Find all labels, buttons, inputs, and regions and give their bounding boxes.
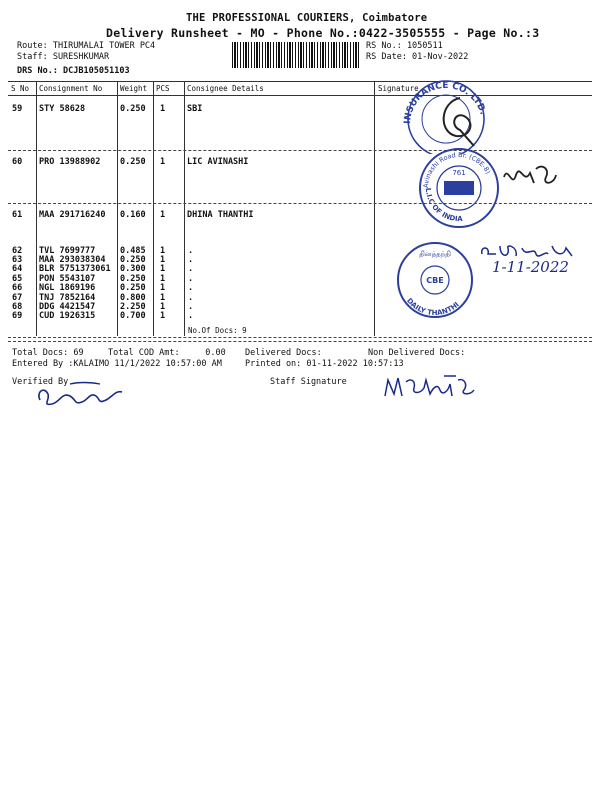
column-divider — [374, 81, 375, 336]
row-consignee: . — [188, 311, 194, 321]
row-consignment: MAA 293038304 — [39, 255, 106, 265]
row-weight: 0.700 — [120, 311, 146, 321]
insurance-signature — [430, 92, 490, 152]
total-cod: Total COD Amt: 0.00 — [108, 348, 226, 358]
row-weight: 2.250 — [120, 302, 146, 312]
row-sno: 66 — [12, 283, 23, 293]
column-header-consignee: Consignee Details — [187, 84, 264, 93]
row-sno: 64 — [12, 264, 23, 274]
row-consignee: LIC AVINASHI — [187, 157, 249, 167]
row-weight: 0.800 — [120, 293, 146, 303]
row-pcs: 1 — [160, 104, 166, 114]
column-header-consignment: Consignment No — [39, 84, 103, 93]
row-pcs: 1 — [160, 157, 166, 167]
row-consignment: CUD 1926315 — [39, 311, 96, 321]
row-weight: 0.250 — [120, 255, 146, 265]
table-header-border — [8, 95, 592, 96]
row-pcs: 1 — [160, 311, 166, 321]
row-consignee: . — [188, 246, 194, 256]
row-pcs: 1 — [160, 255, 166, 265]
row-sno: 68 — [12, 302, 23, 312]
insurance-stamp-text: INSURANCE CO. LTD. — [402, 80, 488, 125]
row-consignee: . — [188, 283, 194, 293]
row-consignment: NGL 1869196 — [39, 283, 96, 293]
row-consignment: DDG 4421547 — [39, 302, 96, 312]
row-sno: 62 — [12, 246, 23, 256]
thanthi-stamp — [392, 240, 478, 320]
thanthi-stamp-text: DAILY THANTHI — [405, 296, 461, 318]
row-sno: 59 — [12, 104, 23, 114]
row-pcs: 1 — [160, 283, 166, 293]
row-weight: 0.250 — [120, 104, 146, 114]
route-label: Route: THIRUMALAI TOWER PC4 — [17, 41, 156, 51]
row-pcs: 1 — [160, 210, 166, 220]
row-pcs: 1 — [160, 293, 166, 303]
row-consignment: BLR 5751373061 — [39, 264, 111, 274]
total-docs: Total Docs: 69 — [12, 348, 84, 358]
delivered-docs: Delivered Docs: — [245, 348, 322, 358]
row-consignee: . — [188, 293, 194, 303]
row-consignment: PRO 13988902 — [39, 157, 101, 167]
row-consignee: SBI — [187, 104, 203, 114]
row-weight: 0.250 — [120, 274, 146, 284]
row-pcs: 1 — [160, 274, 166, 284]
column-divider — [184, 81, 185, 336]
non-delivered-docs: Non Delivered Docs: — [368, 348, 466, 358]
row-sno: 61 — [12, 210, 23, 220]
document-title: THE PROFESSIONAL COURIERS, Coimbatore — [186, 12, 428, 24]
barcode — [232, 42, 360, 68]
row-sno: 67 — [12, 293, 23, 303]
row-consignee: . — [188, 302, 194, 312]
row-consignment: PON 5543107 — [39, 274, 96, 284]
lic-stamp — [416, 145, 502, 231]
row-weight: 0.250 — [120, 283, 146, 293]
row-pcs: 1 — [160, 246, 166, 256]
staff-signature-label: Staff Signature — [270, 377, 347, 387]
row-weight: 0.250 — [120, 157, 146, 167]
handwritten-date: 1-11-2022 — [492, 258, 569, 276]
rs-date: RS Date: 01-Nov-2022 — [366, 52, 469, 62]
svg-text:DAILY THANTHI — [405, 297, 461, 317]
column-divider — [117, 81, 118, 336]
lic-stamp-top-text: Avinashi Road Br. (CBE-8) — [421, 150, 493, 189]
column-header-weight: Weight — [120, 84, 148, 93]
printed-on: Printed on: 01-11-2022 10:57:13 — [245, 359, 404, 369]
row-weight: 0.160 — [120, 210, 146, 220]
row-sno: 65 — [12, 274, 23, 284]
thanthi-stamp-center: CBE — [426, 276, 444, 285]
row-consignee: . — [188, 274, 194, 284]
column-divider — [36, 81, 37, 336]
row-weight: 0.300 — [120, 264, 146, 274]
row-pcs: 1 — [160, 264, 166, 274]
staff-signature — [380, 370, 480, 406]
entered-by: Entered By :KALAIMO 11/1/2022 10:57:00 AM — [12, 359, 222, 369]
lic-stamp-bottom-text: L.I.C OF INDIA — [423, 187, 463, 224]
thanthi-stamp-tamil: தினத்தந்தி — [419, 250, 451, 258]
lic-stamp-code: 761 — [452, 169, 466, 177]
row-weight: 0.485 — [120, 246, 146, 256]
column-header-signature: Signature — [378, 84, 419, 93]
lic-signature — [500, 155, 560, 195]
row-consignee: . — [188, 255, 194, 265]
row-sno: 60 — [12, 157, 23, 167]
row-separator — [8, 150, 592, 151]
staff-label: Staff: SURESHKUMAR — [17, 52, 110, 62]
document-subtitle: Delivery Runsheet - MO - Phone No.:0422-3505555 - Page No.:3 — [106, 26, 540, 40]
row-consignee: DHINA THANTHI — [187, 210, 254, 220]
rs-number: RS No.: 1050511 — [366, 41, 443, 51]
row-consignment: TVL 7699777 — [39, 246, 96, 256]
table-bottom-border — [8, 337, 592, 338]
row-sno: 69 — [12, 311, 23, 321]
column-header-sno: S No — [11, 84, 30, 93]
row-consignment: TNJ 7852164 — [39, 293, 96, 303]
row-sno: 63 — [12, 255, 23, 265]
table-top-border — [8, 81, 592, 82]
table-bottom-border — [8, 341, 592, 342]
column-header-pcs: PCS — [156, 84, 170, 93]
verified-by-label: Verified By — [12, 377, 69, 387]
row-consignee: . — [188, 264, 194, 274]
verifier-signature — [30, 372, 130, 414]
column-divider — [153, 81, 154, 336]
row-pcs: 1 — [160, 302, 166, 312]
row-consignment: MAA 291716240 — [39, 210, 106, 220]
row-separator — [8, 203, 592, 204]
no-of-docs: No.Of Docs: 9 — [188, 326, 247, 335]
row-consignment: STY 58628 — [39, 104, 86, 114]
drs-number: DRS No.: DCJB105051103 — [17, 66, 130, 76]
